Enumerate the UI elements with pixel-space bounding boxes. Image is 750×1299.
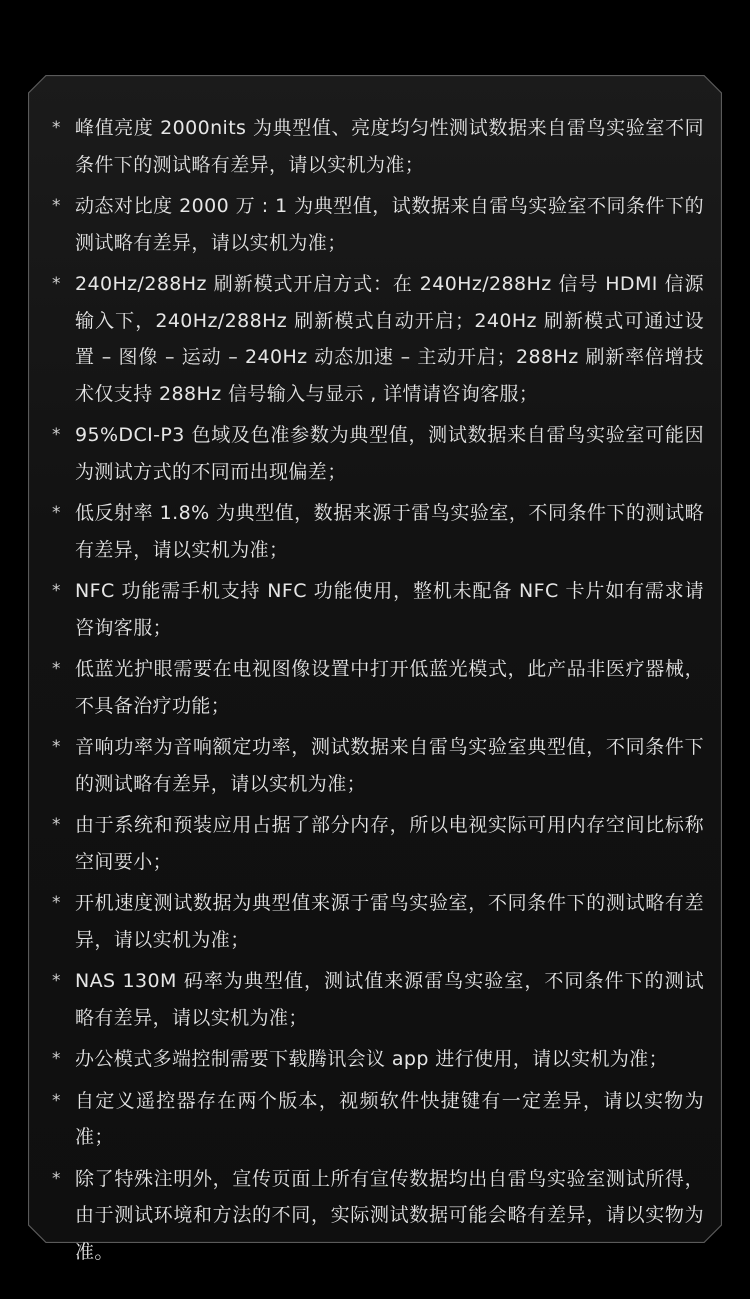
disclaimer-item [48,495,704,568]
disclaimer-item [48,651,704,724]
bullet-asterisk: * [52,815,61,835]
disclaimer-text: 低反射率 1.8% 为典型值，数据来源于雷鸟实验室，不同条件下的测试略有差异，请以实机为准； [75,502,704,561]
disclaimer-item [48,110,704,183]
disclaimer-item [48,1041,704,1078]
bullet-asterisk: * [52,659,61,679]
disclaimer-list [48,110,704,1275]
disclaimer-text: 240Hz/288Hz 刷新模式开启方式：在 240Hz/288Hz 信号 HDMI 信源输入下，240Hz/288Hz 刷新模式自动开启；240Hz 刷新模式可通过设置 – 图像 – 运动 – 240Hz 动态加速 – 主动开启；288Hz 刷新率倍增技术仅支持 288Hz 信号输入与显示 , 详情请咨询客服； [75,273,704,405]
disclaimer-text: 自定义遥控器存在两个版本，视频软件快捷键有一定差异，请以实物为准； [75,1089,704,1148]
bullet-asterisk: * [52,971,61,991]
bullet-asterisk: * [52,196,61,216]
bullet-asterisk: * [52,1168,61,1189]
bullet-asterisk: * [52,425,61,445]
disclaimer-item [48,729,704,802]
disclaimer-item [48,1083,704,1156]
disclaimer-text: 95%DCI-P3 色域及色准参数为典型值，测试数据来自雷鸟实验室可能因为测试方式的不同而出现偏差； [75,424,704,483]
disclaimer-item [48,417,704,490]
disclaimer-text: 除了特殊注明外，宣传页面上所有宣传数据均出自雷鸟实验室测试所得，由于测试环境和方法的不同，实际测试数据可能会略有差异，请以实物为准。 [75,1167,704,1263]
disclaimer-text: NAS 130M 码率为典型值，测试值来源雷鸟实验室，不同条件下的测试略有差异，请以实机为准； [75,970,704,1029]
disclaimer-text: 音响功率为音响额定功率，测试数据来自雷鸟实验室典型值，不同条件下的测试略有差异，请以实机为准； [75,736,704,795]
bullet-asterisk: * [52,274,61,294]
disclaimer-item [48,188,704,261]
disclaimer-item [48,885,704,958]
bullet-asterisk: * [52,503,61,523]
disclaimer-item [48,266,704,412]
bullet-asterisk: * [52,118,61,138]
disclaimer-text: 低蓝光护眼需要在电视图像设置中打开低蓝光模式，此产品非医疗器械，不具备治疗功能； [75,658,704,717]
disclaimer-text: 办公模式多端控制需要下载腾讯会议 app 进行使用，请以实机为准； [75,1048,669,1070]
bullet-asterisk: * [52,581,61,601]
disclaimer-item [48,807,704,880]
disclaimer-item [48,1161,704,1271]
disclaimer-text: 动态对比度 2000 万 : 1 为典型值，试数据来自雷鸟实验室不同条件下的测试略有差异，请以实机为准； [75,195,704,254]
disclaimer-text: 由于系统和预装应用占据了部分内存，所以电视实际可用内存空间比标称空间要小； [75,814,704,873]
disclaimer-text: 峰值亮度 2000nits 为典型值、亮度均匀性测试数据来自雷鸟实验室不同条件下的测试略有差异，请以实机为准； [75,117,704,176]
bullet-asterisk: * [52,737,61,757]
bullet-asterisk: * [52,893,61,913]
disclaimer-text: NFC 功能需手机支持 NFC 功能使用，整机未配备 NFC 卡片如有需求请咨询客服； [75,580,704,639]
bullet-asterisk: * [52,1049,61,1069]
disclaimer-item [48,573,704,646]
disclaimer-item [48,963,704,1036]
bullet-asterisk: * [52,1090,61,1111]
disclaimer-text: 开机速度测试数据为典型值来源于雷鸟实验室，不同条件下的测试略有差异，请以实机为准； [75,892,704,951]
